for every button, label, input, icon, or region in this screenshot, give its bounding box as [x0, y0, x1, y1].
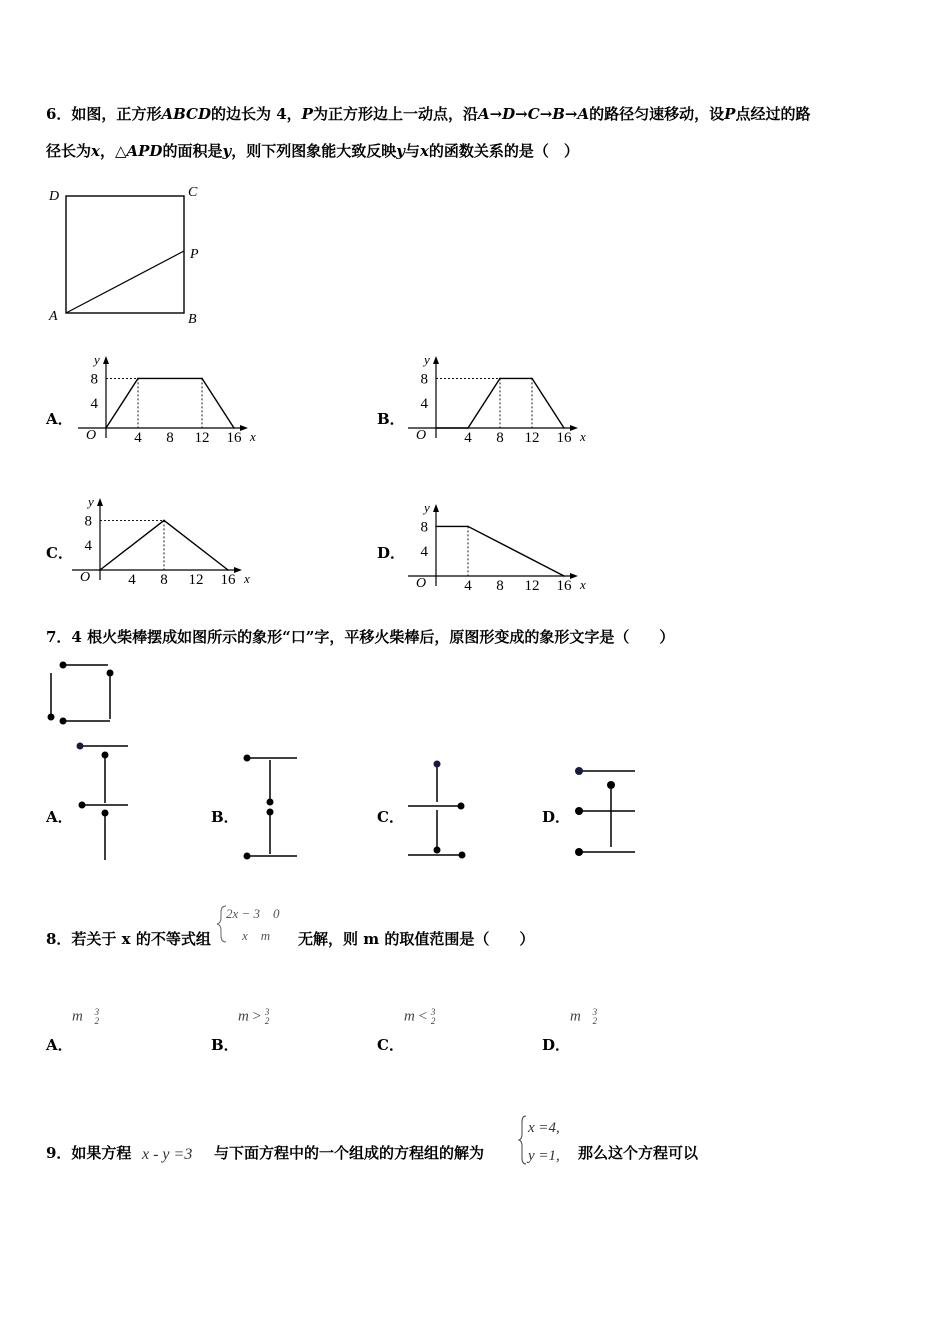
frac-den: 2	[430, 1016, 436, 1026]
y-tick-label: 8	[84, 513, 92, 530]
q8-choice-d: m 3 2	[570, 1007, 598, 1026]
label-p: P	[190, 247, 199, 262]
match-head	[434, 847, 441, 854]
y-axis-arrow	[433, 356, 439, 364]
q8-option-a[interactable]: A．	[46, 1036, 73, 1054]
origin-label: O	[416, 428, 427, 443]
label-d: D	[49, 189, 60, 204]
q9-prefix: 9．如果方程	[46, 1144, 132, 1162]
graph-a	[70, 352, 270, 452]
matchstick-option-a	[70, 735, 140, 865]
series-line	[436, 526, 564, 576]
q7-option-a[interactable]: A．	[46, 808, 73, 826]
y-axis-arrow	[103, 356, 109, 364]
x-tick-label: 16	[226, 430, 242, 446]
y-tick-label: 4	[84, 538, 92, 555]
matchstick-option-c	[400, 750, 480, 865]
y-tick-label: 8	[420, 371, 428, 388]
y-axis-label: y	[94, 352, 100, 367]
match-head	[575, 848, 583, 856]
q6-line2: 径长为x，△APD的面积是y，则下列图象能大致反映y与x的函数关系的是（ ）	[46, 142, 579, 160]
data-point	[467, 427, 469, 429]
match-head	[79, 802, 86, 809]
match-head	[607, 781, 615, 789]
x-tick-label: 16	[556, 430, 572, 446]
q6-option-b[interactable]: B．	[377, 410, 405, 428]
origin-label: O	[80, 570, 91, 585]
q7-option-c[interactable]: C．	[377, 808, 404, 826]
x-tick-label: 12	[524, 430, 540, 446]
match-head	[244, 755, 251, 762]
q8-option-b[interactable]: B．	[211, 1036, 239, 1054]
x-tick-label: 8	[160, 572, 168, 588]
match-head	[244, 853, 251, 860]
x-axis-label: x	[580, 429, 586, 444]
q7-option-d[interactable]: D．	[542, 808, 571, 826]
match-head	[60, 662, 67, 669]
y-tick-label: 8	[420, 519, 428, 536]
match-head	[575, 807, 583, 815]
frac-num: 3	[264, 1007, 270, 1017]
brace	[217, 906, 226, 942]
data-point	[227, 569, 229, 571]
x-tick-label: 4	[128, 572, 136, 588]
y-tick-label: 4	[420, 544, 428, 561]
q6-line1: 6．如图，正方形ABCD的边长为 4，P为正方形边上一动点，沿A→D→C→B→A的路径匀速移动，设P点经过的路	[46, 105, 811, 123]
square-outline	[66, 196, 184, 313]
y-axis-label: y	[424, 352, 430, 367]
match-head	[267, 809, 274, 816]
data-point	[499, 378, 501, 380]
q8-option-d[interactable]: D．	[542, 1036, 571, 1054]
solution-system	[518, 1112, 582, 1170]
data-point	[531, 378, 533, 380]
x-tick-label: 4	[464, 578, 472, 594]
origin-label: O	[416, 576, 427, 591]
data-point	[163, 520, 165, 522]
y-tick-label: 4	[420, 396, 428, 413]
data-point	[435, 427, 437, 429]
y-axis-arrow	[433, 504, 439, 512]
x-axis-label: x	[244, 571, 250, 586]
q6-option-a[interactable]: A．	[46, 410, 73, 428]
frac-den: 2	[592, 1016, 598, 1026]
data-point	[563, 575, 565, 577]
q8-option-c[interactable]: C．	[377, 1036, 404, 1054]
segment-ap	[66, 251, 184, 313]
q8-suffix: 无解，则 m 的取值范围是（ ）	[298, 930, 535, 948]
x-tick-label: 8	[166, 430, 174, 446]
match-head	[48, 714, 55, 721]
label-c: C	[188, 185, 198, 200]
q8-prefix: 8．若关于 x 的不等式组	[46, 930, 211, 948]
x-tick-label: 4	[134, 430, 142, 446]
x-tick-label: 16	[556, 578, 572, 594]
match-head	[267, 799, 274, 806]
x-axis-label: x	[580, 577, 586, 592]
x-tick-label: 12	[524, 578, 540, 594]
frac-den: 2	[264, 1016, 270, 1026]
match-head	[102, 810, 109, 817]
solution-x: x =4,	[528, 1120, 560, 1136]
data-point	[99, 569, 101, 571]
frac-num: 3	[430, 1007, 436, 1017]
q9-middle: 与下面方程中的一个组成的方程组的解为	[214, 1144, 485, 1162]
inequality-2: x m	[242, 928, 271, 943]
matchstick-option-d	[565, 755, 645, 865]
inequality-system	[214, 902, 304, 946]
q6-option-c[interactable]: C．	[46, 544, 73, 562]
x-tick-label: 4	[464, 430, 472, 446]
match-head	[434, 761, 441, 768]
q6-option-d[interactable]: D．	[377, 544, 406, 562]
x-tick-label: 16	[220, 572, 236, 588]
match-head	[77, 743, 84, 750]
matchstick-kou	[40, 655, 130, 735]
graph-b	[400, 352, 600, 452]
data-point	[105, 427, 107, 429]
match-head	[102, 752, 109, 759]
match-head	[458, 803, 465, 810]
match-head	[60, 718, 67, 725]
y-tick-label: 4	[90, 396, 98, 413]
data-point	[563, 427, 565, 429]
q8-choice-c: m < 3 2	[404, 1007, 436, 1026]
match-head	[107, 670, 114, 677]
frac-num: 3	[94, 1007, 100, 1017]
frac-den: 2	[94, 1016, 100, 1026]
y-axis-label: y	[424, 500, 430, 515]
x-axis-label: x	[250, 429, 256, 444]
matchstick-option-b	[235, 750, 310, 865]
x-tick-label: 8	[496, 578, 504, 594]
square-figure	[40, 178, 220, 328]
brace	[519, 1116, 526, 1164]
q7-option-b[interactable]: B．	[211, 808, 239, 826]
data-point	[137, 378, 139, 380]
origin-label: O	[86, 428, 97, 443]
match-head	[459, 852, 466, 859]
data-point	[467, 526, 469, 528]
y-axis-label: y	[88, 494, 94, 509]
x-tick-label: 8	[496, 430, 504, 446]
x-tick-label: 12	[194, 430, 210, 446]
graph-d	[400, 500, 600, 600]
y-axis-arrow	[97, 498, 103, 506]
frac-num: 3	[592, 1007, 598, 1017]
y-tick-label: 8	[90, 371, 98, 388]
x-tick-label: 12	[188, 572, 204, 588]
label-b: B	[188, 312, 197, 327]
label-a: A	[49, 309, 58, 324]
solution-y: y =1,	[528, 1148, 560, 1164]
q8-choice-b: m > 3 2	[238, 1007, 270, 1026]
q9-equation: x - y =3	[142, 1146, 193, 1163]
data-point	[233, 427, 235, 429]
match-head	[575, 767, 583, 775]
q7-text: 7．4 根火柴棒摆成如图所示的象形“口”字，平移火柴棒后，原图形变成的象形文字是（ ）	[46, 628, 675, 646]
data-point	[201, 378, 203, 380]
data-point	[435, 526, 437, 528]
q9-suffix: 那么这个方程可以	[578, 1144, 699, 1162]
q8-choice-a: m 3 2	[72, 1007, 100, 1026]
graph-c	[64, 494, 264, 594]
series-line	[106, 378, 234, 428]
inequality-1: 2x − 3 0	[226, 906, 280, 921]
